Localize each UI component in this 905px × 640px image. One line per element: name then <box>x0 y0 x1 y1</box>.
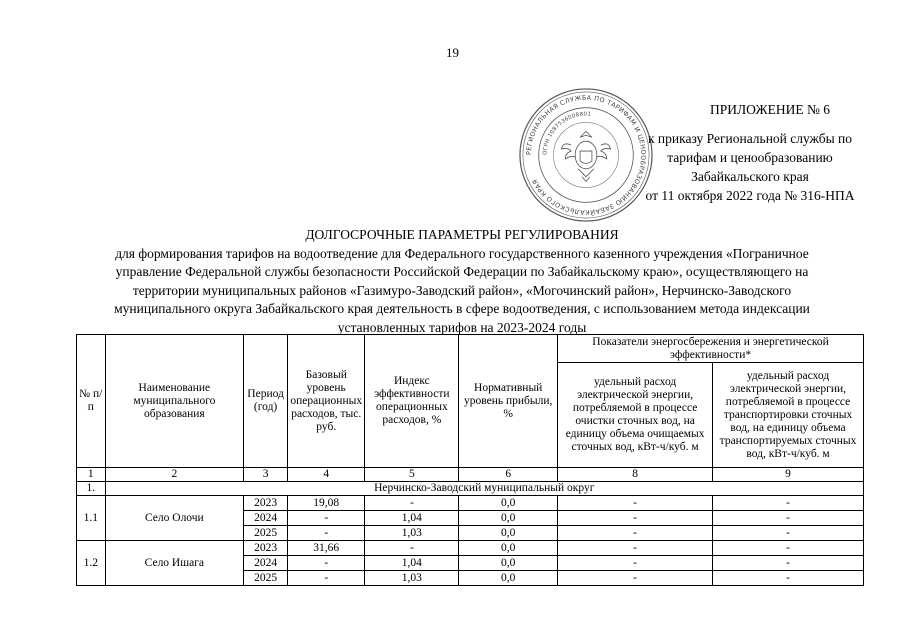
cell-energy2: - <box>713 571 864 586</box>
cell-year: 2025 <box>244 571 288 586</box>
cell-base: 31,66 <box>288 541 365 556</box>
heading-line: управление Федеральной службы безопасности Российской Федерации по Забайкальскому краю», осуществляющего на <box>115 264 809 279</box>
parameters-table <box>76 334 864 586</box>
cell-base: - <box>288 526 365 541</box>
document-heading <box>62 226 862 337</box>
heading-line: территории муниципальных районов «Газимуро-Заводский район», «Могочинский район», Нерчинско-Заводского <box>132 282 792 298</box>
cell-index: - <box>365 541 459 556</box>
column-number: 6 <box>459 468 558 482</box>
cell-profit: 0,0 <box>459 556 558 571</box>
cell-base: - <box>288 556 365 571</box>
cell-energy2: - <box>713 496 864 511</box>
header-num: № п/п <box>77 335 106 468</box>
column-number: 1 <box>77 468 106 482</box>
cell-base: - <box>288 511 365 526</box>
cell-energy1: - <box>558 556 713 571</box>
heading-line: установленных тарифов на 2023-2024 годы <box>337 319 587 335</box>
section-name: Нерчинско-Заводский муниципальный округ <box>105 482 863 496</box>
table-header-row <box>77 335 864 363</box>
row-num: 1.2 <box>77 541 106 586</box>
cell-year: 2024 <box>244 556 288 571</box>
header-index: Индекс эффективности операционных расходов, % <box>365 335 459 468</box>
heading-line: для формирования тарифов на водоотведение для Федерального государственного казенного учреждения «Пограничное <box>115 245 809 261</box>
cell-profit: 0,0 <box>459 496 558 511</box>
appendix-block <box>600 100 900 205</box>
cell-year: 2023 <box>244 496 288 511</box>
appendix-line: Забайкальского края <box>691 169 809 184</box>
cell-year: 2023 <box>244 541 288 556</box>
row-num: 1.1 <box>77 496 106 541</box>
column-number: 3 <box>244 468 288 482</box>
cell-energy1: - <box>558 511 713 526</box>
cell-profit: 0,0 <box>459 511 558 526</box>
table-row <box>77 541 864 556</box>
cell-energy1: - <box>558 496 713 511</box>
section-row <box>77 482 864 496</box>
header-name: Наименование муниципального образования <box>105 335 244 468</box>
cell-year: 2024 <box>244 511 288 526</box>
appendix-line: к приказу Региональной службы по <box>647 131 853 146</box>
column-number: 8 <box>558 468 713 482</box>
column-number: 4 <box>288 468 365 482</box>
cell-energy1: - <box>558 571 713 586</box>
svg-text:РЕГИОНАЛЬНАЯ СЛУЖБА ПО ТАРИФАМ: РЕГИОНАЛЬНАЯ СЛУЖБА ПО ТАРИФАМ И ЦЕНООБРАЗОВАНИЮ ЗАБАЙКАЛЬСКОГО КРАЯ <box>524 93 648 217</box>
column-number: 5 <box>365 468 459 482</box>
column-number-row <box>77 468 864 482</box>
cell-index: 1,04 <box>365 556 459 571</box>
cell-energy2: - <box>713 526 864 541</box>
row-municipality: Село Олочи <box>105 496 244 541</box>
cell-profit: 0,0 <box>459 571 558 586</box>
header-energy1: удельный расход электрической энергии, потребляемой в процессе очистки сточных вод, на единицу объема очищаемых сточных вод, кВт-ч/куб. м <box>558 363 713 468</box>
header-energy2: удельный расход электрической энергии, потребляемой в процессе транспортировки сточных вод, на единицу объема транспортируемых сточных вод, кВт-ч/куб. м <box>713 363 864 468</box>
svg-text:ОГРН 1087536008801: ОГРН 1087536008801 <box>542 111 592 156</box>
cell-index: 1,03 <box>365 526 459 541</box>
header-profit: Нормативный уровень прибыли, % <box>459 335 558 468</box>
cell-energy1: - <box>558 526 713 541</box>
cell-base: - <box>288 571 365 586</box>
row-municipality: Село Ишага <box>105 541 244 586</box>
header-energy-group: Показатели энергосбережения и энергетической эффективности* <box>558 335 864 363</box>
header-period: Период (год) <box>244 335 288 468</box>
header-base: Базовый уровень операционных расходов, тыс. руб. <box>288 335 365 468</box>
cell-index: 1,03 <box>365 571 459 586</box>
section-num: 1. <box>77 482 106 496</box>
cell-energy2: - <box>713 541 864 556</box>
cell-energy2: - <box>713 556 864 571</box>
table-row <box>77 496 864 511</box>
appendix-title: ПРИЛОЖЕНИЕ № 6 <box>709 102 831 117</box>
cell-base: 19,08 <box>288 496 365 511</box>
appendix-line: тарифам и ценообразованию <box>667 150 833 165</box>
column-number: 2 <box>105 468 244 482</box>
appendix-line: от 11 октября 2022 года № 316-НПА <box>645 188 855 203</box>
cell-profit: 0,0 <box>459 541 558 556</box>
cell-year: 2025 <box>244 526 288 541</box>
cell-index: 1,04 <box>365 511 459 526</box>
heading-line: муниципального округа Забайкальского края деятельность в сфере водоотведения, с использованием метода индексации <box>114 301 810 316</box>
document-title: ДОЛГОСРОЧНЫЕ ПАРАМЕТРЫ РЕГУЛИРОВАНИЯ <box>305 227 619 242</box>
cell-profit: 0,0 <box>459 526 558 541</box>
cell-index: - <box>365 496 459 511</box>
cell-energy2: - <box>713 511 864 526</box>
column-number: 9 <box>713 468 864 482</box>
cell-energy1: - <box>558 541 713 556</box>
page-number: 19 <box>446 45 459 60</box>
